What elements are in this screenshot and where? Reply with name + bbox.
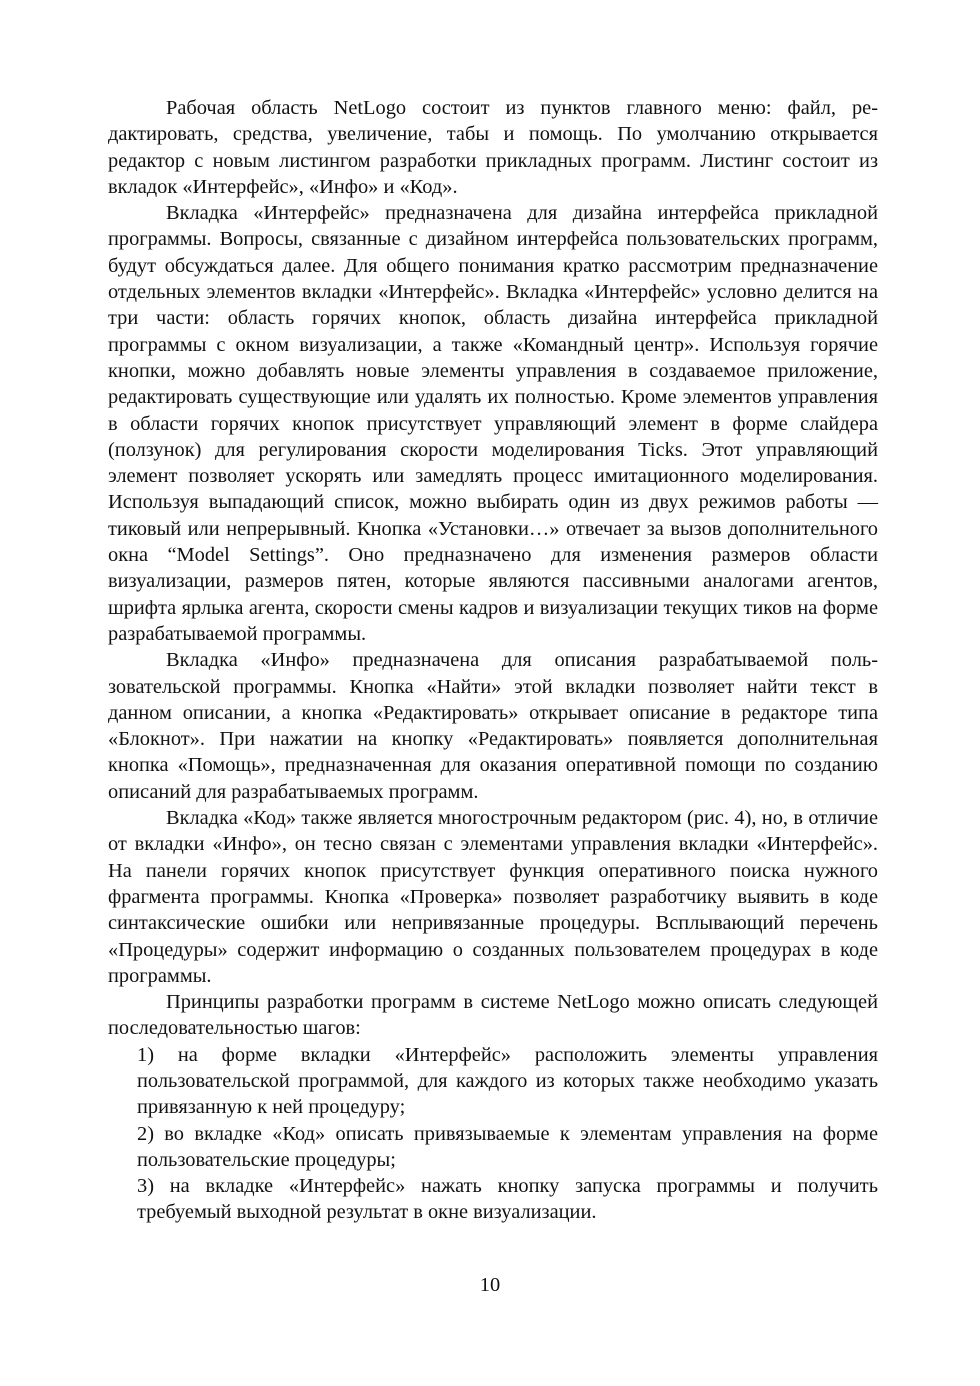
page-body bbox=[108, 95, 878, 1226]
step-item: 3) на вкладке «Интерфейс» нажать кнопку запуска программы и получить требуемый выходной результат в окне визуализации. bbox=[137, 1175, 878, 1224]
paragraph-interface-tab: Вкладка «Интерфейс» предназначена для дизайна интерфейса прикладной программы. Вопросы, связанные с дизайном интерфейса пользовательских программ, будут обсуждаться далее. Для общего понимания кратко рассмотрим предназначение отдельных элементов вкладки «Интерфейс». Вкладка «Интерфейс» условно делится на три части: область горячих кнопок, область дизайна интерфейса прикладной программы с окном визуализации, а также «Командный центр». Используя горячие кнопки, можно добавлять новые элементы управления в создаваемое приложение, редактировать существующие или удалять их полностью. Кроме элементов управления в области горячих кнопок присутствует управляющий элемент в форме слайдера (ползунок) для регулирования скорости моделирования Ticks. Этот управляющий элемент позволяет ускорять или замедлять процесс имитационного моделирования. Используя выпадающий список, можно выбирать один из двух режимов работы — тиковый или непрерывный. Кнопка «Установки…» отвечает за вызов дополнительного окна “Model Settings”. Оно предназначено для изменения размеров области визуализации, размеров пятен, которые являются пассивными аналогами агентов, шрифта ярлыка агента, скорости смены кадров и визуализации текущих тиков на форме разрабатываемой программы. bbox=[108, 202, 878, 645]
paragraph-info-tab: Вкладка «Инфо» предназначена для описания разрабатываемой пользовательской программы. Кнопка «Найти» этой вкладки позволяет найти текст в данном описании, а кнопка «Редактировать» открывает описание в редакторе типа «Блокнот». При нажатии на кнопку «Редактировать» появляется дополнительная кнопка «Помощь», предназначенная для оказания оперативной помощи по созданию описаний для разрабатываемых программ. bbox=[108, 649, 878, 803]
paragraph-development-principles: Принципы разработки программ в системе NetLogo можно описать следующей последовательностью шагов: bbox=[108, 991, 878, 1040]
page-number: 10 bbox=[479, 1274, 501, 1296]
step-item: 2) во вкладке «Код» описать привязываемые к элементам управления на форме пользовательские процедуры; bbox=[137, 1122, 878, 1171]
paragraph-code-tab: Вкладка «Код» также является многострочным редактором (рис. 4), но, в отличие от вкладки «Инфо», он тесно связан с элементами управления вкладки «Интерфейс». На панели горячих кнопок присутствует функция оперативного поиска нужного фрагмента программы. Кнопка «Проверка» позволяет разработчику выявить в коде синтаксические ошибки или непривязанные процедуры. Всплывающий перечень «Процедуры» содержит информацию о созданных пользователем процедурах в коде программы. bbox=[108, 807, 878, 987]
paragraph-workspace-overview: Рабочая область NetLogo состоит из пунктов главного меню: файл, редактировать, средства, увеличение, табы и помощь. По умолчанию открывается редактор с новым листингом разработки прикладных программ. Листинг состоит из вкладок «Интерфейс», «Инфо» и «Код». bbox=[108, 97, 878, 198]
step-item: 1) на форме вкладки «Интерфейс» расположить элементы управления пользовательской программой, для каждого из которых также необходимо указать привязанную к ней процедуру; bbox=[137, 1043, 878, 1119]
